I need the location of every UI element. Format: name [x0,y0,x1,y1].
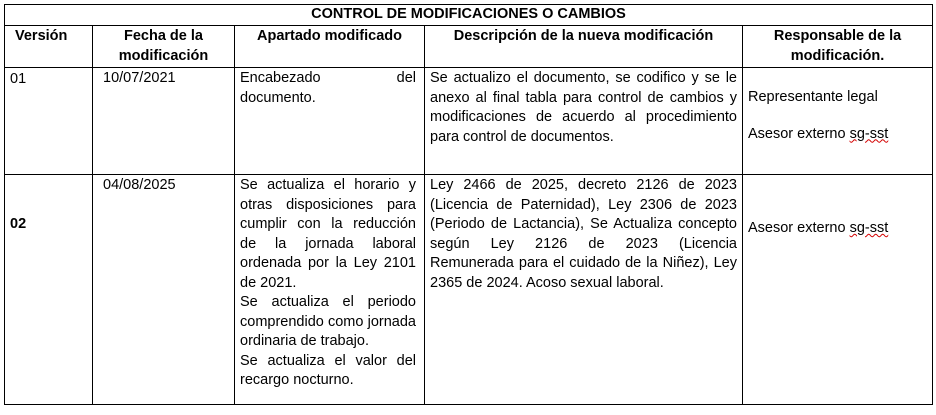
header-fecha: Fecha de la modificación [93,26,235,68]
row-apartado: Encabezado del documento. [235,68,425,175]
apartado-item: Se actualiza el horario y otras disposiciones para cumplir con la reducción de la jornada laboral ordenada por la Ley 2101 de 2021. [240,177,416,291]
responsable-name [748,219,927,239]
row-version: 01 [5,68,93,175]
header-version: Versión [5,26,93,68]
row-fecha: 10/07/2021 [93,68,235,175]
responsable-text: Asesor externo [748,220,846,236]
row-apartado [235,175,425,405]
apartado-item: Se actualiza el periodo comprendido como jornada ordinaria de trabajo. [240,294,416,349]
header-apartado: Apartado modificado [235,26,425,68]
responsable-name: Representante legal [748,89,878,105]
spellcheck-underlined-text: sg-sst [849,220,889,236]
row-responsable [743,175,933,405]
row-fecha: 04/08/2025 [93,175,235,405]
spellcheck-underlined-text: sg-sst [849,125,889,142]
row-responsable [743,68,933,175]
row-descripcion: Se actualizo el documento, se codifico y se le anexo al final tabla para control de cambios y modificaciones de acuerdo al procedimiento para control de documentos. [425,68,743,175]
table-row [5,68,933,175]
row-version: 02 [5,175,93,405]
responsable-text: Asesor externo [748,125,846,142]
responsable-name [748,125,927,145]
table-title-row [5,5,933,26]
row-descripcion: Ley 2466 de 2025, decreto 2126 de 2023 (Licencia de Paternidad), Ley 2306 de 2023 (Periodo de Lactancia), Se Actualiza concepto según Ley 2126 de 2023 (Licencia Remunerada para el cuidado de la Niñez), Ley 2365 de 2024. Acoso sexual laboral. [425,175,743,405]
header-responsable: Responsable de la modificación. [743,26,933,68]
header-row [5,26,933,68]
table-row [5,175,933,405]
change-control-table [4,4,933,405]
table-title: CONTROL DE MODIFICACIONES O CAMBIOS [5,5,933,26]
header-descripcion: Descripción de la nueva modificación [425,26,743,68]
apartado-item: Se actualiza el valor del recargo nocturno. [240,352,416,388]
